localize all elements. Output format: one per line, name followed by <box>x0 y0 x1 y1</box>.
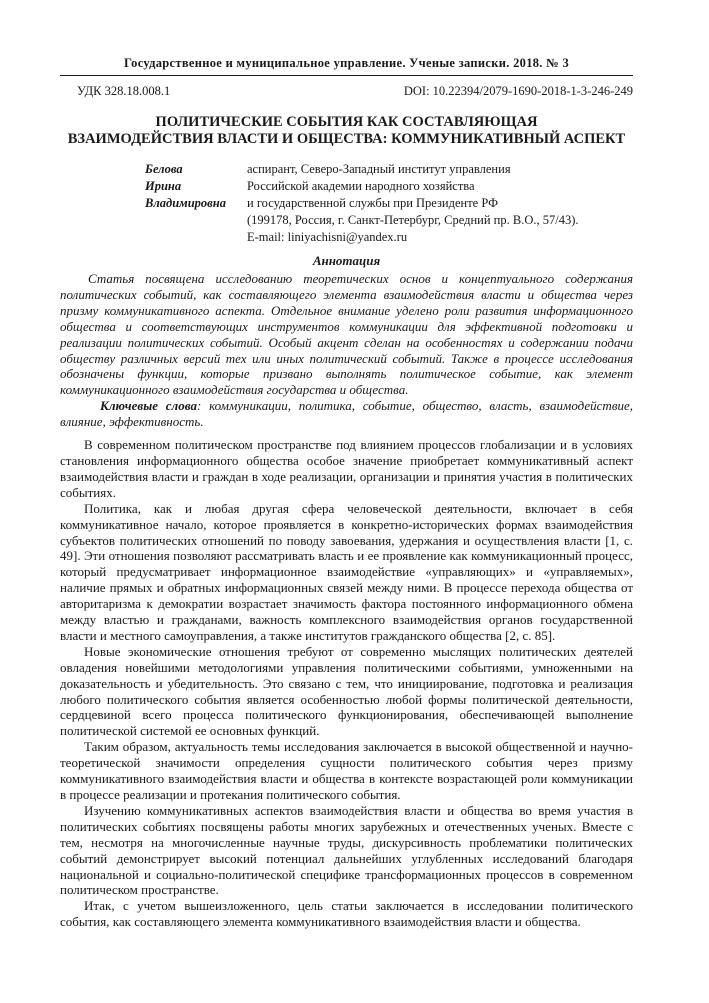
body-paragraph: В современном политическом пространстве под влиянием процессов глобализации и в условиях становления информационного общества особое значение приобретает коммуникативный аспект взаимодействия власти и граждан в ходе реализации, организации и принятия участия в политических событиях. <box>60 437 633 500</box>
author-affiliation-line: (199178, Россия, г. Санкт-Петербург, Средний пр. В.О., 57/43). <box>247 213 579 227</box>
author-name-line: Ирина <box>145 179 182 193</box>
body-paragraph: Политика, как и любая другая сфера человеческой деятельности, включает в себя коммуникативное начало, которое проявляется в конкретно-исторических формах взаимодействия субъектов политических отношений по поводу завоевания, удержания и осуществления власти [1, с. 49]. Эти отношения позволяют рассматривать власть и ее проявление как коммуникационный процесс, который предусматривает информационное взаимодействие «управляющих» и «управляемых», наличие прямых и обратных информационных связей между ними. В процессе перехода общества от авторитаризма к демократии возрастает значимость фактора постоянного информационного обмена между властью и гражданами, важность комплексного взаимодействия органов государственной власти и местного самоуправления, а также институтов гражданского общества [2, с. 85]. <box>60 500 633 643</box>
author-affiliation-line: Российской академии народного хозяйства <box>247 179 475 193</box>
author-affiliation-line: и государственной службы при Президенте РФ <box>247 196 498 210</box>
udc-label: УДК 328.18.008.1 <box>77 84 171 98</box>
article-body <box>60 437 633 930</box>
author-name <box>145 161 247 246</box>
author-block <box>60 161 633 246</box>
meta-row <box>60 84 633 99</box>
body-paragraph: Изучению коммуникативных аспектов взаимодействия власти и общества во время участия в политических событиях посвящены работы многих зарубежных и отечественных ученых. Вместе с тем, несмотря на многочисленные научные труды, дискурсивность проблематики политических событий демонстрирует высокий потенциал дальнейших углубленных исследований благодаря национальной и социально-политической специфике трансформационных процессов в современном политическом пространстве. <box>60 802 633 898</box>
doi-label: DOI: 10.22394/2079-1690-2018-1-3-246-249 <box>403 84 633 98</box>
keywords-label: Ключевые слова <box>100 398 197 414</box>
body-paragraph: Итак, с учетом вышеизложенного, цель статьи заключается в исследовании политического события, как составляющего элемента коммуникативного взаимодействия власти и общества. <box>60 898 633 930</box>
journal-running-head: Государственное и муниципальное управление. Ученые записки. 2018. № 3 <box>60 56 633 76</box>
keywords-text: : коммуникации, политика, событие, общество, власть, взаимодействие, влияние, эффективность. <box>60 398 633 430</box>
article-title-line2: ВЗАИМОДЕЙСТВИЯ ВЛАСТИ И ОБЩЕСТВА: КОММУНИКАТИВНЫЙ АСПЕКТ <box>67 131 626 147</box>
article-title <box>60 114 633 148</box>
body-paragraph: Новые экономические отношения требуют от современно мыслящих политических деятелей овладения новейшими методологиями управления политическими событиями, умноженными на доказательность и убедительность. Это связано с тем, что инициирование, подготовка и реализация любого политического события является особенностью любой формы политической деятельности, сердцевиной всего процесса политического функционирования, обеспечивающей выполнение политической системой ее основных функций. <box>60 643 633 739</box>
body-paragraph: Таким образом, актуальность темы исследования заключается в высокой общественной и научно-теоретической значимости определения сущности политического события через призму коммуникативного взаимодействия власти и общества в контексте возрастающей роли коммуникации в процессе реализации и протекания политического события. <box>60 739 633 802</box>
author-email: E-mail: liniyachisni@yandex.ru <box>247 230 408 244</box>
author-name-line: Белова <box>145 162 183 176</box>
article-title-line1: ПОЛИТИЧЕСКИЕ СОБЫТИЯ КАК СОСТАВЛЯЮЩАЯ <box>155 114 538 130</box>
author-name-line: Владимировна <box>145 196 226 210</box>
author-affiliation-line: аспирант, Северо-Западный институт управления <box>247 162 511 176</box>
author-affiliation <box>247 161 633 246</box>
abstract-text: Статья посвящена исследованию теоретических основ и концептуального содержания политических событий, как составляющего элемента взаимодействия власти и общества через призму коммуникативного аспекта. Отдельное внимание уделено роли развития информационного общества и соответствующих инструментов коммуникации для эффективной подготовки и реализации политических событий. Особый акцент сделан на особенностях и содержании подачи обществу различных версий тех или иных политический событий. Также в процессе исследования обозначены функции, которые призвано выполнять политическое событие, как элемент коммуникационного взаимодействия государства и общества. <box>60 271 633 398</box>
abstract-heading: Аннотация <box>312 253 381 268</box>
keywords <box>60 398 633 430</box>
